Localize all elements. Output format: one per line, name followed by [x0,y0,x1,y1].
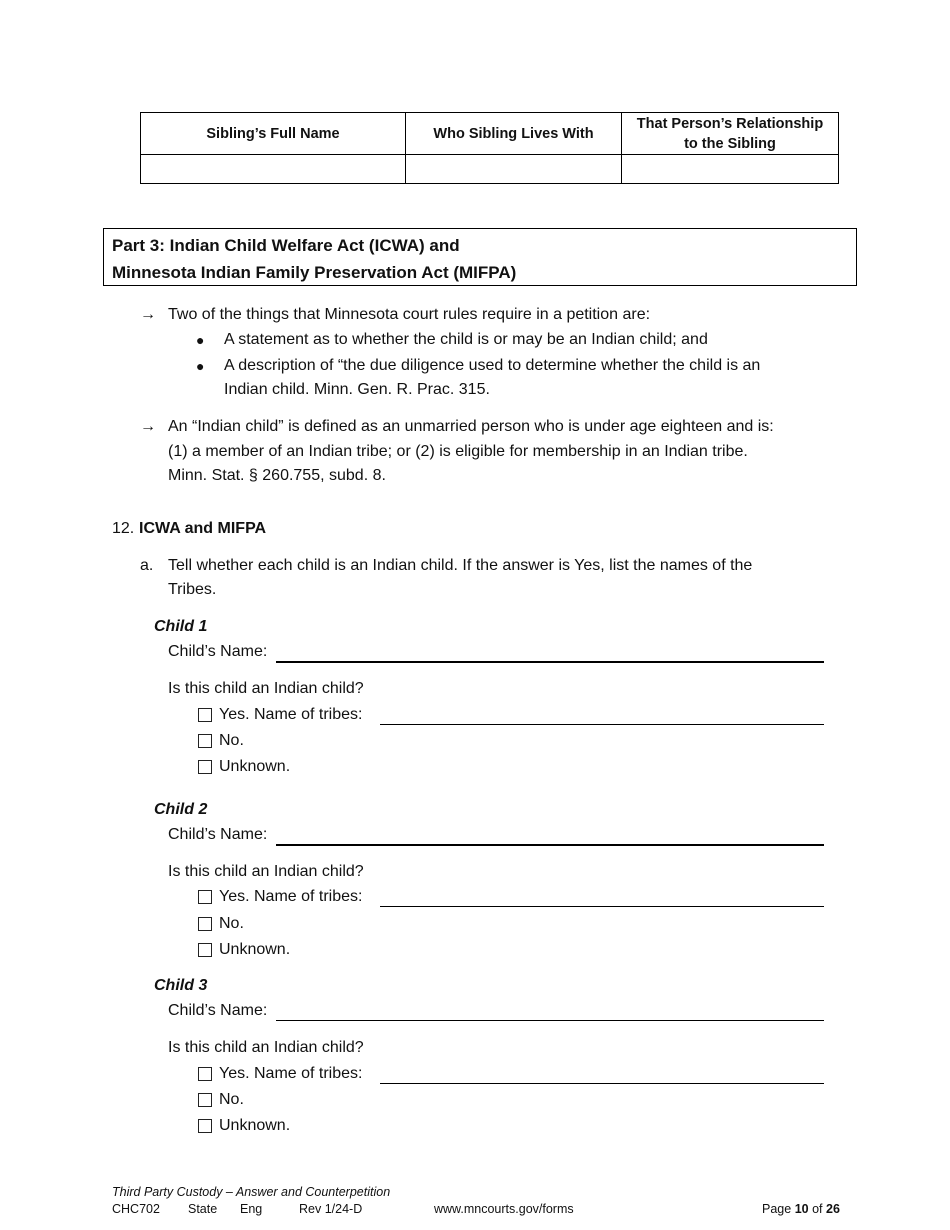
cell-sibling-name[interactable] [141,155,406,184]
col-relationship-label: That Person’s Relationship to the Sibling [636,115,824,152]
part3-header [103,228,857,286]
footer-page [762,1202,840,1216]
arrow-icon: → [140,418,156,435]
child1-name-label: Child’s Name: [168,643,268,660]
part3-title-line2: Minnesota Indian Family Preservation Act (MIFPA) [112,263,517,282]
intro-arrow2-line1: An “Indian child” is defined as an unmarried person who is under age eighteen and is: [168,418,774,435]
footer-title: Third Party Custody – Answer and Counterpetition [112,1185,391,1199]
child3-question: Is this child an Indian child? [168,1039,364,1056]
col-sibling-name: Sibling’s Full Name [141,113,406,155]
child1-unknown-checkbox[interactable] [198,760,212,774]
child2-no-label: No. [219,915,244,932]
child1-no-label: No. [219,732,244,749]
intro-bullet2-line1: A description of “the due diligence used to determine whether the child is an [224,357,761,374]
footer-form-code: CHC702 [112,1202,160,1216]
child1-yes-checkbox[interactable] [198,708,212,722]
bullet-icon: ● [196,358,205,374]
child3-yes-checkbox[interactable] [198,1067,212,1081]
intro-arrow2-line3: Minn. Stat. § 260.755, subd. 8. [168,467,386,484]
child2-question: Is this child an Indian child? [168,863,364,880]
child1-no-checkbox[interactable] [198,734,212,748]
footer-page-num: 10 [794,1202,809,1216]
child3-unknown-label: Unknown. [219,1117,291,1134]
child2-no-checkbox[interactable] [198,917,212,931]
child1-unknown-label: Unknown. [219,758,291,775]
child1-tribes-field[interactable] [380,724,824,725]
child3-no-label: No. [219,1091,244,1108]
footer-url[interactable]: www.mncourts.gov/forms [434,1202,574,1216]
child2-name-label: Child’s Name: [168,826,268,843]
footer-state: State [188,1202,218,1216]
cell-lives-with[interactable] [406,155,622,184]
child3-name-field[interactable] [276,1020,824,1021]
footer-page-total: 26 [826,1202,840,1216]
item-a-line1: Tell whether each child is an Indian child. If the answer is Yes, list the names of the [168,557,753,574]
footer-lang: Eng [240,1202,263,1216]
section12-number: 12. [112,520,135,537]
intro-bullet1: A statement as to whether the child is or may be an Indian child; and [224,331,708,348]
col-relationship [622,113,839,155]
child3-no-checkbox[interactable] [198,1093,212,1107]
child2-heading: Child 2 [154,801,208,818]
child1-yes-label: Yes. Name of tribes: [219,706,363,723]
child2-unknown-label: Unknown. [219,941,291,958]
child3-unknown-checkbox[interactable] [198,1119,212,1133]
intro-bullet2-line2: Indian child. Minn. Gen. R. Prac. 315. [224,381,490,398]
child3-name-label: Child’s Name: [168,1002,268,1019]
child2-yes-checkbox[interactable] [198,890,212,904]
child1-heading: Child 1 [154,618,208,635]
child3-tribes-field[interactable] [380,1083,824,1084]
part3-title-line1: Part 3: Indian Child Welfare Act (ICWA) and [112,236,460,255]
sibling-table [140,112,839,184]
child3-heading: Child 3 [154,977,208,994]
intro-arrow2-line2: (1) a member of an Indian tribe; or (2) is eligible for membership in an Indian tribe. [168,443,748,460]
cell-relationship[interactable] [622,155,839,184]
arrow-icon: → [140,306,156,323]
bullet-icon: ● [196,332,205,348]
section12-title: ICWA and MIFPA [139,520,267,537]
child2-tribes-field[interactable] [380,906,824,907]
intro-arrow1-text: Two of the things that Minnesota court rules require in a petition are: [168,306,651,323]
child2-yes-label: Yes. Name of tribes: [219,888,363,905]
child2-name-field[interactable] [276,844,824,846]
item-a-label: a. [140,557,154,574]
footer-page-word: Page [762,1202,792,1216]
child1-question: Is this child an Indian child? [168,680,364,697]
child1-name-field[interactable] [276,661,824,663]
footer-rev: Rev 1/24-D [299,1202,363,1216]
child2-unknown-checkbox[interactable] [198,943,212,957]
item-a-line2: Tribes. [168,581,217,598]
child3-yes-label: Yes. Name of tribes: [219,1065,363,1082]
col-lives-with: Who Sibling Lives With [406,113,622,155]
footer-of-word: of [812,1202,823,1216]
